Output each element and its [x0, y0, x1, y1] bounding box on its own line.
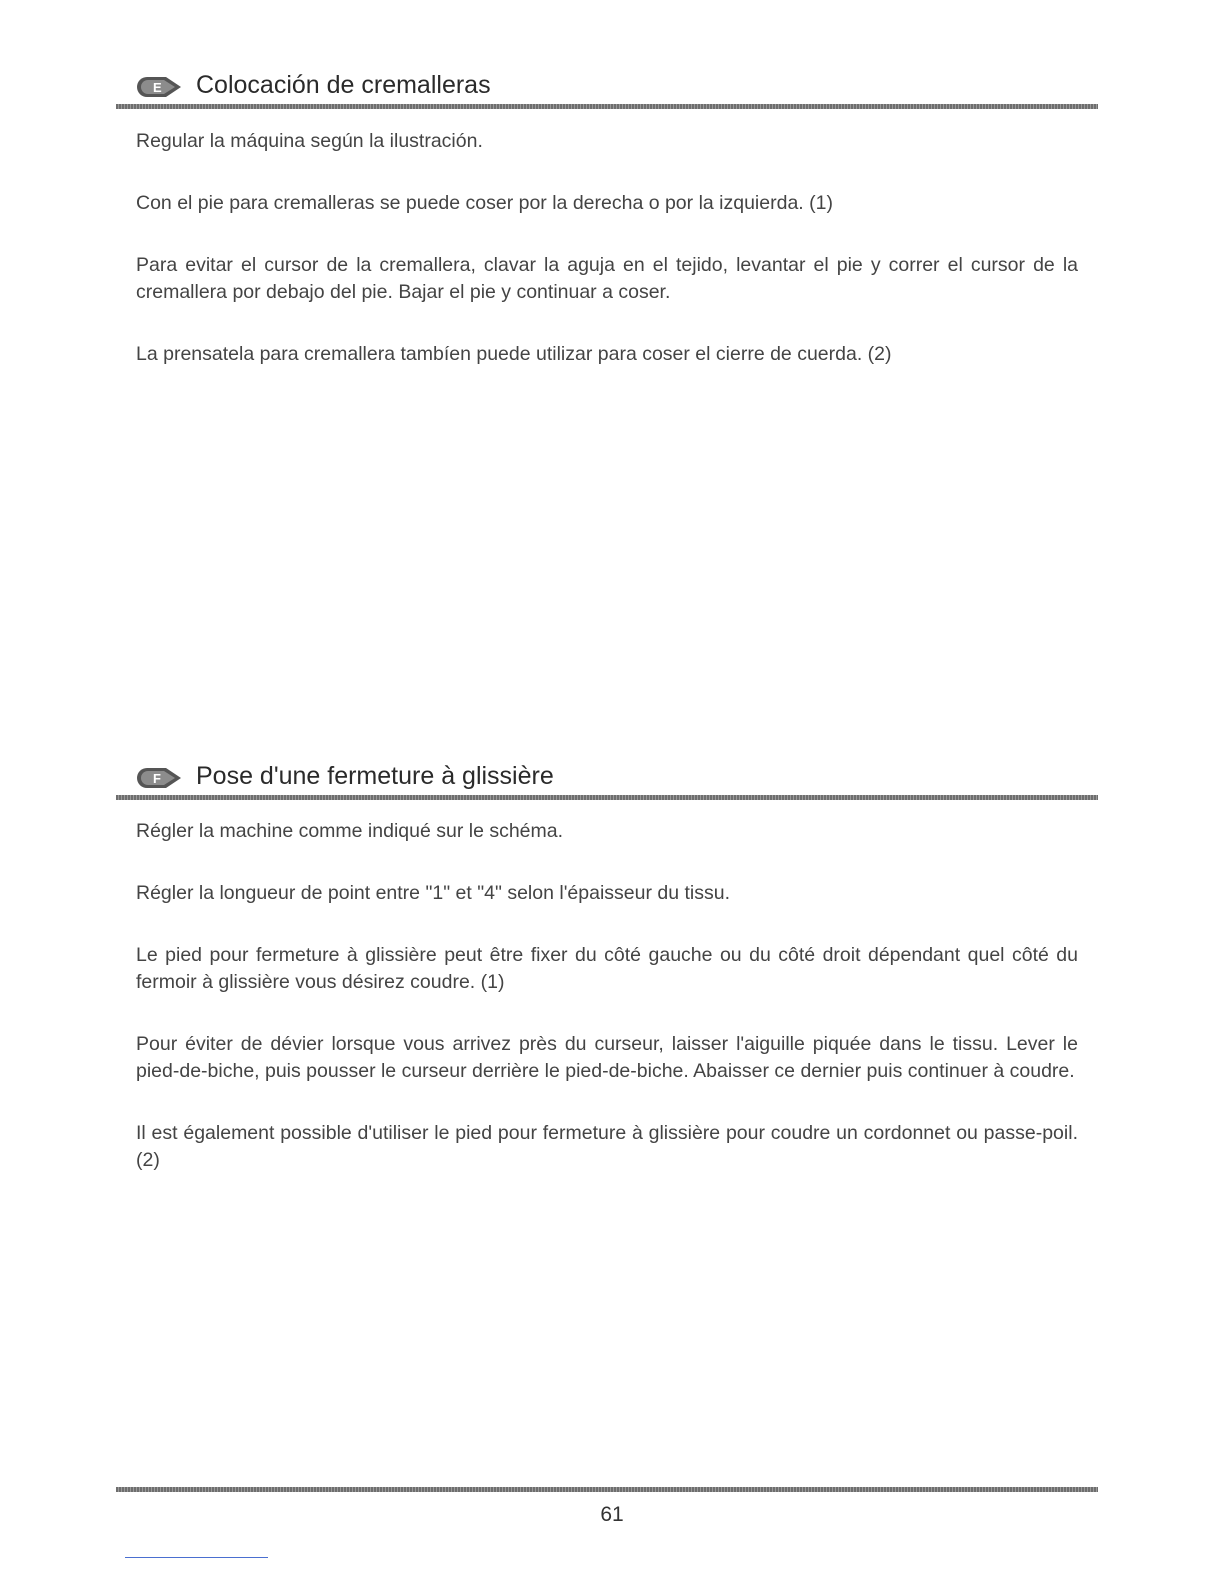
section-title: Colocación de cremalleras: [196, 71, 491, 99]
paragraph: Régler la machine comme indiqué sur le schéma.: [136, 820, 564, 842]
paragraph: Para evitar el cursor de la cremallera, clavar la aguja en el tejido, levantar el pie y correr el cursor de la cremallera por debajo del pie. Bajar el pie y continuar a coser.: [136, 254, 1078, 303]
paragraph: Pour éviter de dévier lorsque vous arrivez près du curseur, laisser l'aiguille piquée dans le tissu. Lever le pied-de-biche, puis pousser le curseur derrière le pied-de-biche. Abaisser ce dernier puis continuer à coudre.: [136, 1033, 1078, 1082]
paragraph: Regular la máquina según la ilustración.: [136, 130, 483, 152]
section-header: [116, 759, 1098, 799]
paragraph: Il est également possible d'utiliser le pied pour fermeture à glissière pour coudre un cordonnet ou passe-poil. (2): [136, 1122, 1078, 1171]
section-divider: [116, 795, 1098, 800]
section-title: Pose d'une fermeture à glissière: [196, 762, 554, 790]
section-spanish: [116, 68, 1098, 368]
paragraph: Le pied pour fermeture à glissière peut être fixer du côté gauche ou du côté droit dépendant quel côté du fermoir à glissière vous désirez coudre. (1): [136, 944, 1078, 993]
paragraph: La prensatela para cremallera tambíen puede utilizar para coser el cierre de cuerda. (2): [136, 343, 892, 365]
page-number: 61: [600, 1503, 624, 1526]
badge-letter: E: [153, 80, 162, 95]
section-header: [116, 68, 1098, 108]
paragraph: Con el pie para cremalleras se puede coser por la derecha o por la izquierda. (1): [136, 192, 833, 214]
footer-divider: [116, 1487, 1098, 1492]
section-french: [116, 759, 1098, 1174]
arrow-tab-badge-icon: [136, 767, 182, 789]
badge-letter: F: [153, 771, 161, 786]
arrow-tab-badge-icon: [136, 76, 182, 98]
paragraph: Régler la longueur de point entre "1" et "4" selon l'épaisseur du tissu.: [136, 882, 731, 904]
link-underline: [125, 1557, 268, 1558]
section-divider: [116, 104, 1098, 109]
